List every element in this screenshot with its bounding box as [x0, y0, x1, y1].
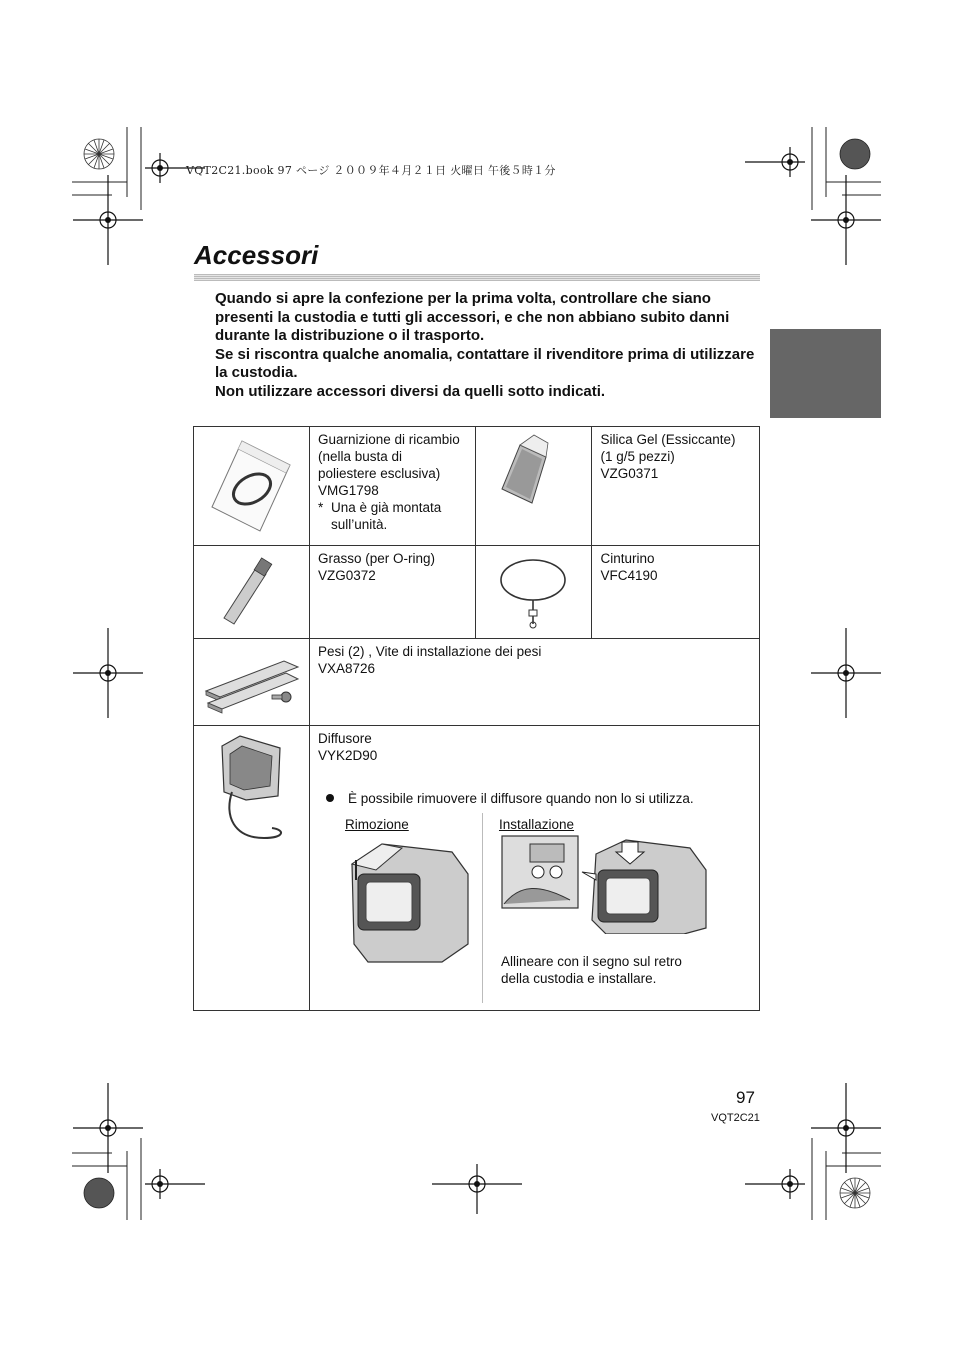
diffuser-name: Diffusore	[317, 731, 372, 746]
diffuser-bullet-text: È possibile rimuovere il diffusore quando non lo si utilizza.	[347, 791, 694, 806]
weights-desc	[309, 639, 759, 726]
install-caption-line-1: Allineare con il segno sul retro	[500, 954, 682, 969]
diffuser-icon	[194, 726, 308, 856]
grease-name: Grasso (per O-ring)	[317, 551, 436, 566]
diffuser-code: VYK2D90	[317, 748, 378, 763]
silica-code: VZG0371	[600, 466, 659, 481]
weights-icon	[194, 639, 308, 721]
weights-image-cell	[194, 639, 310, 726]
diffuser-desc	[309, 726, 759, 1011]
strap-name: Cinturino	[600, 551, 655, 566]
strap-code: VFC4190	[600, 568, 658, 583]
strap-image-cell	[476, 546, 592, 639]
intro-paragraph-2: Se si riscontra qualche anomalia, contattare il rivenditore prima di utilizzare la custodia.	[215, 345, 755, 381]
gasket-desc	[309, 427, 476, 546]
intro-text	[215, 290, 763, 401]
accessories-table	[193, 426, 760, 1011]
title-rule	[194, 274, 760, 281]
install-housing-illustration	[500, 834, 714, 934]
gasket-note-text: Una è già montata sull’unità.	[330, 500, 442, 532]
gasket-image-cell	[194, 427, 310, 546]
diffuser-divider	[482, 813, 483, 1003]
install-caption-line-2: della custodia e installare.	[500, 971, 657, 986]
install-label: Installazione	[498, 817, 575, 832]
grease-tube-icon	[194, 546, 308, 634]
gasket-bag-icon	[194, 427, 308, 541]
gasket-detail-1: (nella busta di	[317, 449, 403, 464]
gasket-note	[318, 499, 468, 533]
section-tab	[770, 329, 881, 418]
removal-housing-illustration	[342, 834, 472, 964]
page-number: 97	[736, 1088, 755, 1107]
diffuser-image-cell	[194, 726, 310, 1011]
weights-code: VXA8726	[317, 661, 376, 676]
silica-detail: (1 g/5 pezzi)	[600, 449, 675, 464]
gasket-name: Guarnizione di ricambio	[317, 432, 460, 447]
weights-name: Pesi (2) , Vite di installazione dei pesi	[317, 644, 542, 659]
strap-desc	[592, 546, 760, 639]
page-code: VQT2C21	[711, 1112, 760, 1124]
bullet-icon	[326, 794, 334, 802]
silica-image-cell	[476, 427, 592, 546]
print-info-line: VQT2C21.book 97 ページ ２００９年４月２１日 火曜日 午後５時１分	[186, 164, 556, 177]
note-star: *	[317, 500, 324, 515]
intro-paragraph-3: Non utilizzare accessori diversi da quelli sotto indicati.	[215, 382, 606, 400]
grease-desc	[309, 546, 476, 639]
diffuser-bullet-line	[326, 790, 751, 807]
intro-paragraph-1: Quando si apre la confezione per la prima volta, controllare che siano presenti la custodia e tutti gli accessori, e che non abbiano subito danni durante la distribuzione o il trasporto.	[215, 290, 730, 344]
grease-image-cell	[194, 546, 310, 639]
gasket-detail-2: poliestere esclusiva)	[317, 466, 441, 481]
silica-desc	[592, 427, 760, 546]
strap-icon	[476, 546, 590, 634]
removal-label: Rimozione	[344, 817, 409, 832]
grease-code: VZG0372	[317, 568, 376, 583]
install-caption	[501, 953, 682, 987]
gasket-code: VMG1798	[317, 483, 379, 498]
silica-name: Silica Gel (Essiccante)	[600, 432, 736, 447]
page-title: Accessori	[194, 240, 319, 270]
silica-pack-icon	[476, 427, 590, 541]
